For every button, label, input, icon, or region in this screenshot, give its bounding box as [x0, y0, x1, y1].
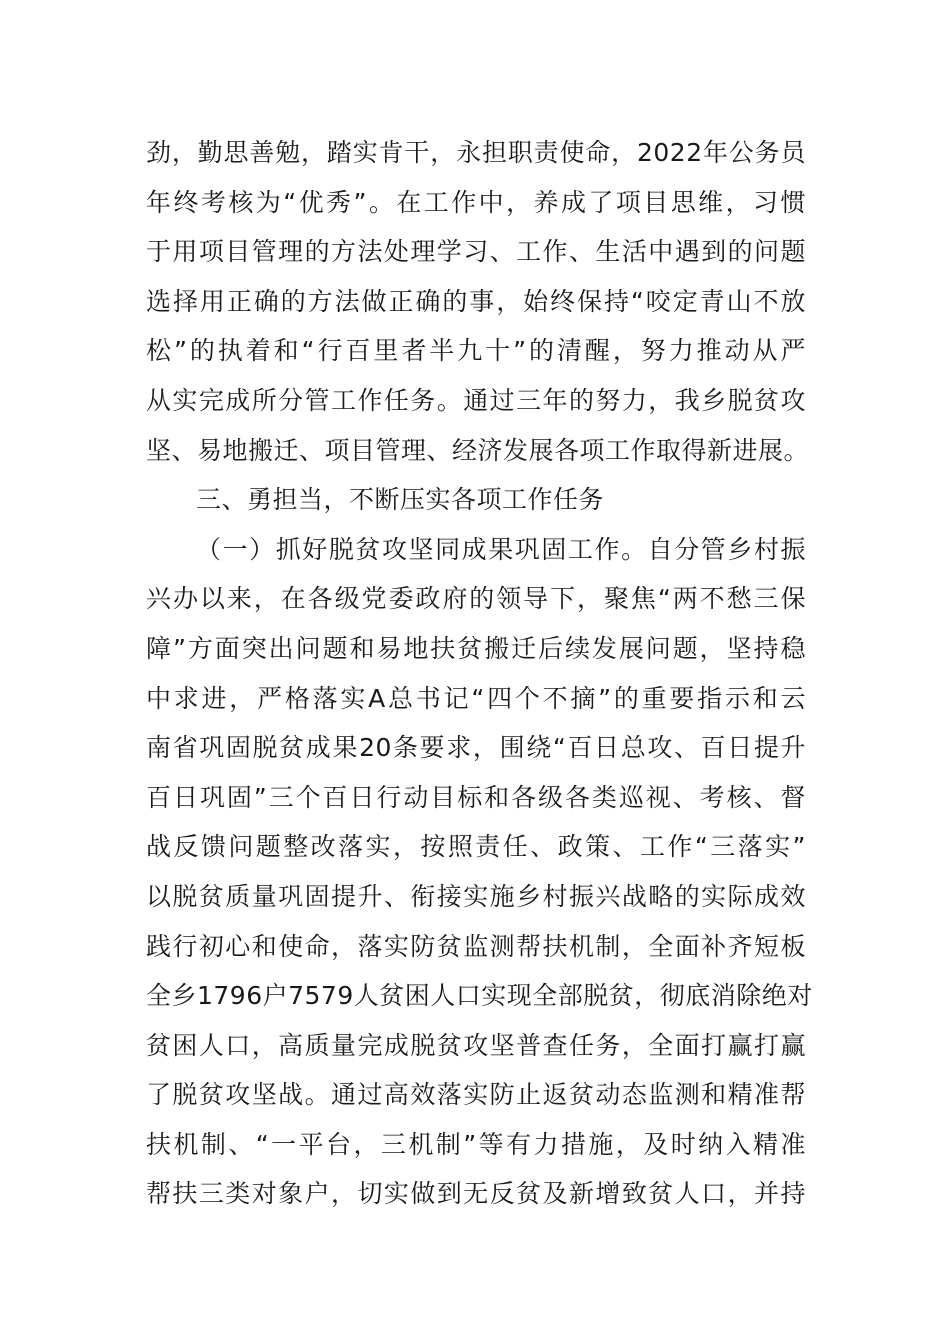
- paragraph-line: 从实完成所分管工作任务。通过三年的努力，我乡脱贫攻: [146, 385, 806, 415]
- paragraph-2: [146, 525, 813, 1219]
- paragraph-line: 南省巩固脱贫成果20条要求，围绕“百日总攻、百日提升: [146, 733, 806, 763]
- section-heading: 三、勇担当，不断压实各项工作任务: [196, 485, 605, 515]
- paragraph-line: （一）抓好脱贫攻坚同成果巩固工作。自分管乡村振: [196, 534, 806, 564]
- paragraph-line: 帮扶三类对象户，切实做到无反贫及新增致贫人口，并持: [146, 1179, 806, 1209]
- paragraph-line: 扶机制、“一平台，三机制”等有力措施，及时纳入精准: [146, 1129, 806, 1159]
- paragraph-line: 以脱贫质量巩固提升、衔接实施乡村振兴战略的实际成效: [146, 881, 806, 911]
- paragraph-line: 兴办以来，在各级党委政府的领导下，聚焦“两不愁三保: [146, 584, 806, 614]
- paragraph-line: 贫困人口，高质量完成脱贫攻坚普查任务，全面打赢打赢: [146, 1030, 806, 1060]
- paragraph-line: 劲，勤思善勉，踏实肯干，永担职责使命，2022年公务员: [146, 138, 806, 167]
- paragraph-line: 了脱贫攻坚战。通过高效落实防止返贫动态监测和精准帮: [146, 1080, 806, 1110]
- paragraph-line: 百日巩固”三个百日行动目标和各级各类巡视、考核、督: [146, 782, 806, 812]
- document-body: [146, 128, 813, 1219]
- paragraph-line: 中求进，严格落实A总书记“四个不摘”的重要指示和云: [146, 683, 806, 713]
- paragraph-line: 于用项目管理的方法处理学习、工作、生活中遇到的问题: [146, 237, 806, 267]
- paragraph-1: [146, 128, 810, 475]
- paragraph-line: 战反馈问题整改落实，按照责任、政策、工作“三落实”: [146, 832, 806, 862]
- paragraph-line: 全乡1796户7579人贫困人口实现全部脱贫，彻底消除绝对: [146, 981, 813, 1011]
- paragraph-line: 松”的执着和“行百里者半九十”的清醒，努力推动从严: [146, 336, 806, 366]
- paragraph-line: 践行初心和使命，落实防贫监测帮扶机制，全面补齐短板: [146, 931, 806, 961]
- paragraph-line: 选择用正确的方法做正确的事，始终保持“咬定青山不放: [146, 286, 806, 316]
- paragraph-line: 坚、易地搬迁、项目管理、经济发展各项工作取得新进展。: [146, 435, 810, 465]
- paragraph-line: 障”方面突出问题和易地扶贫搬迁后续发展问题，坚持稳: [146, 633, 806, 663]
- paragraph-line: 年终考核为“优秀”。在工作中，养成了项目思维，习惯: [146, 187, 806, 217]
